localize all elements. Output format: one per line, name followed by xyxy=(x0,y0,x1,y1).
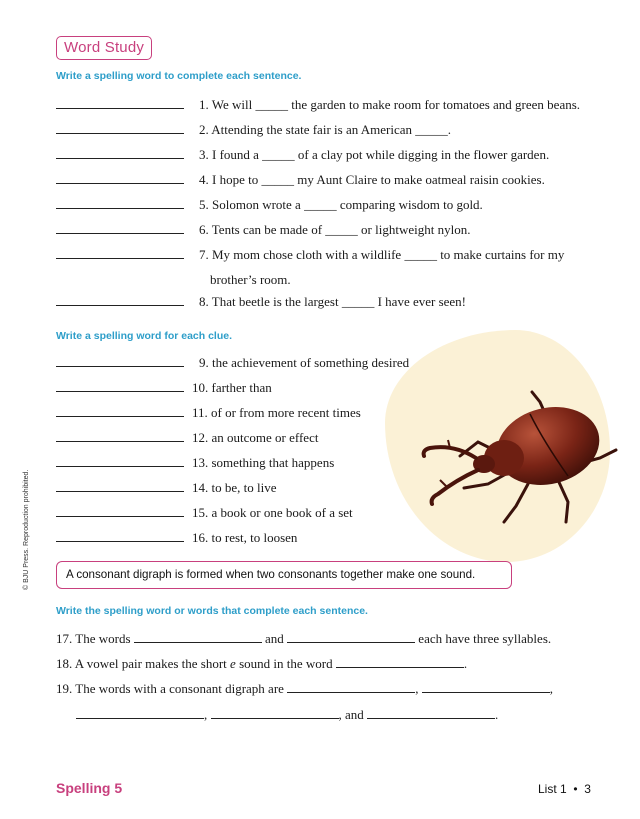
q17-blank-1[interactable] xyxy=(134,631,262,643)
sentence-text-5: 5. Solomon wrote a _____ comparing wisdom to gold. xyxy=(199,197,483,212)
instruction-2: Write a spelling word for each clue. xyxy=(56,330,233,342)
question-18 xyxy=(56,656,467,672)
clue-text-15: 15. a book or one book of a set xyxy=(192,505,353,520)
question-19-cont xyxy=(76,707,498,723)
answer-blank-6[interactable] xyxy=(56,233,184,234)
q18-letter-e: e xyxy=(230,656,236,671)
q19-text-a: 19. The words with a consonant digraph are xyxy=(56,681,284,696)
answer-blank-7[interactable] xyxy=(56,258,184,259)
sentence-text-8: 8. That beetle is the largest _____ I have ever seen! xyxy=(199,294,467,309)
answer-blank-14[interactable] xyxy=(56,491,184,492)
footer-page-info xyxy=(538,782,591,796)
answer-blank-10[interactable] xyxy=(56,391,184,392)
footer-page-number: 3 xyxy=(584,782,591,796)
q17-blank-2[interactable] xyxy=(287,631,415,643)
q17-text-b: and xyxy=(265,631,284,646)
clue-text-11: 11. of or from more recent times xyxy=(192,405,361,420)
q19-blank-1[interactable] xyxy=(287,681,415,693)
instruction-3: Write the spelling word or words that complete each sentence. xyxy=(56,605,368,617)
answer-blank-11[interactable] xyxy=(56,416,184,417)
answer-blank-2[interactable] xyxy=(56,133,184,134)
footer-list: List 1 xyxy=(538,782,567,796)
clue-text-10: 10. farther than xyxy=(192,380,272,395)
q18-blank[interactable] xyxy=(336,656,464,668)
q19-blank-5[interactable] xyxy=(367,707,495,719)
q18-text-b: sound in the word xyxy=(239,656,333,671)
question-19 xyxy=(56,681,553,697)
q19-blank-3[interactable] xyxy=(76,707,204,719)
sentence-text-7: 7. My mom chose cloth with a wildlife _____ to make curtains for my xyxy=(199,247,565,262)
clue-text-13: 13. something that happens xyxy=(192,455,335,470)
q19-comma-1: , xyxy=(415,681,419,696)
q19-blank-2[interactable] xyxy=(422,681,550,693)
answer-blank-4[interactable] xyxy=(56,183,184,184)
q17-text-c: each have three syllables. xyxy=(418,631,552,646)
q19-comma-3: , xyxy=(204,707,208,722)
answer-blank-16[interactable] xyxy=(56,541,184,542)
q19-blank-4[interactable] xyxy=(211,707,339,719)
clue-text-16: 16. to rest, to loosen xyxy=(192,530,298,545)
q17-text-a: 17. The words xyxy=(56,631,131,646)
q19-period: . xyxy=(495,707,499,722)
section-badge: Word Study xyxy=(56,36,152,60)
answer-blank-8[interactable] xyxy=(56,305,184,306)
clue-text-12: 12. an outcome or effect xyxy=(192,430,319,445)
answer-blank-9[interactable] xyxy=(56,366,184,367)
clue-text-14: 14. to be, to live xyxy=(192,480,277,495)
footer-bullet: • xyxy=(573,782,578,796)
sentence-text-4: 4. I hope to _____ my Aunt Claire to make oatmeal raisin cookies. xyxy=(199,172,545,187)
answer-blank-3[interactable] xyxy=(56,158,184,159)
copyright-notice: © BJU Press. Reproduction prohibited. xyxy=(23,469,30,590)
sentence-text-7-cont: brother’s room. xyxy=(210,272,291,287)
q19-comma-2: , xyxy=(549,681,553,696)
footer-title: Spelling 5 xyxy=(56,780,123,796)
q18-text-a: 18. A vowel pair makes the short xyxy=(56,656,227,671)
answer-blank-13[interactable] xyxy=(56,466,184,467)
answer-blank-12[interactable] xyxy=(56,441,184,442)
q18-period: . xyxy=(463,656,468,671)
sentence-text-6: 6. Tents can be made of _____ or lightweight nylon. xyxy=(199,222,471,237)
beetle-illustration xyxy=(418,384,618,534)
answer-blank-5[interactable] xyxy=(56,208,184,209)
sentence-text-2: 2. Attending the state fair is an American _____. xyxy=(199,122,451,137)
instruction-1: Write a spelling word to complete each sentence. xyxy=(56,70,302,82)
answer-blank-1[interactable] xyxy=(56,108,184,109)
sentence-text-1: 1. We will _____ the garden to make room for tomatoes and green beans. xyxy=(199,97,581,112)
question-17 xyxy=(56,631,551,647)
answer-blank-15[interactable] xyxy=(56,516,184,517)
sentence-text-3: 3. I found a _____ of a clay pot while digging in the flower garden. xyxy=(199,147,550,162)
rule-box: A consonant digraph is formed when two consonants together make one sound. xyxy=(56,561,512,589)
q19-and: , and xyxy=(338,707,364,722)
clue-text-9: 9. the achievement of something desired xyxy=(199,355,410,370)
